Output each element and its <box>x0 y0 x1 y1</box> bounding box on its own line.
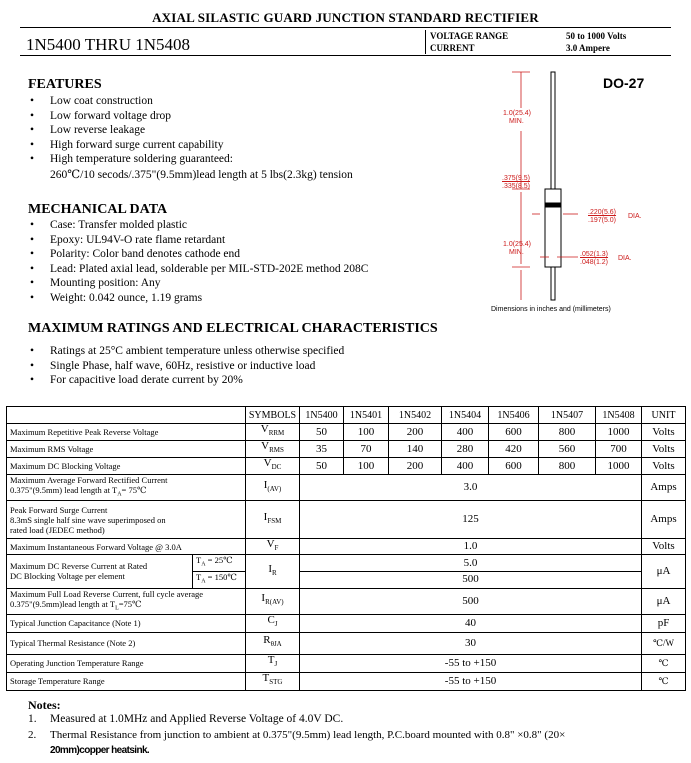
value-cell: 400 <box>442 424 489 441</box>
symbol: I <box>263 478 268 491</box>
symbol: I <box>263 510 268 523</box>
column-header: UNIT <box>642 407 686 424</box>
symbol: C <box>267 614 275 627</box>
note-number: 2. <box>28 729 37 741</box>
column-header: 1N5407 <box>539 407 596 424</box>
unit-cell: Amps <box>642 501 686 539</box>
value-cell: 800 <box>539 424 596 441</box>
ratings-list <box>28 344 344 388</box>
label-part: = 75℃ <box>121 485 147 496</box>
value-cell: 125 <box>300 501 642 539</box>
value-cell: -55 to +150 <box>300 672 642 690</box>
cond-part: = 25℃ <box>205 555 233 566</box>
column-header: SYMBOLS <box>246 407 300 424</box>
body-length <box>502 175 530 191</box>
symbol-cell <box>246 441 300 458</box>
symbol-sub: RRM <box>268 429 285 438</box>
value-cell: 600 <box>489 424 539 441</box>
symbol-sub: θJA <box>270 640 282 649</box>
symbol-cell <box>246 588 300 614</box>
condition-cell <box>193 555 246 572</box>
column-header: 1N5408 <box>596 407 642 424</box>
param-label: Maximum Instantaneous Forward Voltage @ 3.0A <box>7 539 246 555</box>
note-1 <box>28 713 343 725</box>
voltage-range-value: 50 to 1000 Volts <box>566 31 627 41</box>
package-name: DO-27 <box>603 75 645 91</box>
symbol-cell <box>246 424 300 441</box>
cond-part: = 150℃ <box>205 571 237 582</box>
condition-cell <box>193 571 246 588</box>
param-label: Maximum Repetitive Peak Reverse Voltage <box>7 424 246 441</box>
param-label: Maximum RMS Voltage <box>7 441 246 458</box>
dim-label: 1.0(25.4) <box>503 241 532 248</box>
body-diameter <box>588 209 616 225</box>
param-label <box>7 555 193 588</box>
symbol: T <box>267 654 275 667</box>
param-label-line <box>10 599 245 614</box>
part-number-range: 1N5400 THRU 1N5408 <box>26 35 191 54</box>
header-divider <box>425 30 426 54</box>
unit-cell: Volts <box>642 441 686 458</box>
value-cell: 560 <box>539 441 596 458</box>
note-text: Thermal Resistance from junction to ambient at 0.375"(9.5mm) lead length, P.C.board mounted with 0.8" ×0.8" (20× <box>50 729 566 741</box>
param-label-line: rated load (JEDEC method) <box>10 524 105 535</box>
symbol-sub: R <box>272 568 277 577</box>
unit-cell: ℃/W <box>642 632 686 654</box>
unit-cell: μA <box>642 588 686 614</box>
table-row <box>7 555 686 572</box>
value-cell: 100 <box>344 458 389 475</box>
value-cell: 50 <box>300 458 344 475</box>
ratings-heading: MAXIMUM RATINGS AND ELECTRICAL CHARACTERISTICS <box>28 321 438 336</box>
param-label <box>7 475 246 501</box>
symbol-cell <box>246 501 300 539</box>
mechanical-list <box>28 218 368 306</box>
symbol: V <box>266 538 275 550</box>
symbol-sub: R(AV) <box>265 598 284 607</box>
value-cell: 280 <box>442 441 489 458</box>
param-label-line: 8.3mS single half sine wave superimposed on <box>10 514 166 525</box>
symbol-sub: RMS <box>269 446 284 455</box>
diode-body <box>545 189 561 267</box>
symbol: V <box>263 457 272 470</box>
param-label: Storage Temperature Range <box>7 672 246 690</box>
value-cell: 600 <box>489 458 539 475</box>
rating-note: • Ratings at 25°C ambient temperature unless otherwise specified <box>28 344 344 359</box>
lead-top-length <box>503 110 531 126</box>
dim-label: .220(5.6) <box>588 209 617 216</box>
column-header: 1N5404 <box>442 407 489 424</box>
table-row <box>7 672 686 690</box>
unit-cell: Volts <box>642 539 686 555</box>
lead-dia-label: DIA. <box>618 255 632 262</box>
current-label: CURRENT <box>430 43 475 53</box>
value-cell: 3.0 <box>300 475 642 501</box>
notes-heading: Notes: <box>28 698 61 712</box>
dim-label: .052(1.3) <box>580 251 609 258</box>
column-header: 1N5401 <box>344 407 389 424</box>
table-row <box>7 475 686 501</box>
mechanical-item: • Weight: 0.042 ounce, 1.19 grams <box>28 291 368 306</box>
value-cell: 200 <box>389 458 442 475</box>
table-row <box>7 654 686 672</box>
table-row <box>7 539 686 555</box>
table-row <box>7 458 686 475</box>
param-label: Typical Junction Capacitance (Note 1) <box>7 614 246 632</box>
feature-item: • Low forward voltage drop <box>28 109 353 124</box>
feature-item: • High forward surge current capability <box>28 138 353 153</box>
symbol-sub: FSM <box>267 517 282 526</box>
unit-cell: ℃ <box>642 672 686 690</box>
param-label: Typical Thermal Resistance (Note 2) <box>7 632 246 654</box>
feature-item: • Low reverse leakage <box>28 123 353 138</box>
lead-diameter <box>580 251 608 267</box>
header-bottom-rule <box>20 55 671 56</box>
table-row <box>7 441 686 458</box>
lead-bottom-length <box>503 241 531 257</box>
table-row <box>7 632 686 654</box>
symbol-cell <box>246 632 300 654</box>
rating-note: • For capacitive load derate current by 20% <box>28 373 344 388</box>
document-title: AXIAL SILASTIC GUARD JUNCTION STANDARD RECTIFIER <box>152 10 539 25</box>
value-cell: 700 <box>596 441 642 458</box>
symbol-sub: J <box>274 660 278 669</box>
param-label: Maximum DC Blocking Voltage <box>7 458 246 475</box>
label-part: 0.375"(9.5mm) lead length at T <box>10 485 118 496</box>
column-header: 1N5402 <box>389 407 442 424</box>
param-label-line: Maximum DC Reverse Current at Rated <box>10 561 148 572</box>
unit-cell: Volts <box>642 458 686 475</box>
note-2 <box>28 729 565 741</box>
value-cell: 1.0 <box>300 539 642 555</box>
dim-label: MIN. <box>509 249 524 256</box>
table-row <box>7 614 686 632</box>
symbol-cell <box>246 614 300 632</box>
param-label: Operating Junction Temperature Range <box>7 654 246 672</box>
symbol-cell <box>246 555 300 588</box>
mechanical-item: • Mounting position: Any <box>28 276 368 291</box>
mechanical-item: • Epoxy: UL94V-O rate flame retardant <box>28 233 368 248</box>
cond-sub: A <box>201 578 206 585</box>
symbol-sub: DC <box>271 463 282 472</box>
features-heading: FEATURES <box>28 77 102 92</box>
note-2-continuation: 20mm)copper heatsink. <box>50 745 150 756</box>
symbol-cell <box>246 475 300 501</box>
symbol: V <box>260 423 269 436</box>
symbol-cell <box>246 458 300 475</box>
symbol: I <box>261 592 266 605</box>
unit-cell: Amps <box>642 475 686 501</box>
dim-label: MIN. <box>509 118 524 125</box>
symbol: R <box>263 634 271 647</box>
symbol: V <box>261 440 270 453</box>
value-cell: 100 <box>344 424 389 441</box>
table-header-blank <box>7 407 246 424</box>
value-cell: 40 <box>300 614 642 632</box>
header-top-rule <box>20 27 671 28</box>
symbol-sub: J <box>274 620 278 629</box>
symbol: T <box>262 672 270 685</box>
value-cell: 70 <box>344 441 389 458</box>
value-cell: 200 <box>389 424 442 441</box>
cathode-band <box>545 203 561 207</box>
unit-cell: μA <box>642 555 686 588</box>
value-cell: 500 <box>300 588 642 614</box>
current-value: 3.0 Ampere <box>566 43 610 53</box>
unit-cell: ℃ <box>642 654 686 672</box>
unit-cell: pF <box>642 614 686 632</box>
param-label-line <box>10 485 245 500</box>
lead-top <box>551 72 555 189</box>
value-cell: 5.0 <box>300 555 642 572</box>
dim-label: .375(9.5) <box>502 175 531 182</box>
value-cell: 1000 <box>596 458 642 475</box>
dimension-note: Dimensions in inches and (millimeters) <box>491 306 611 313</box>
note-text: Measured at 1.0MHz and Applied Reverse Voltage of 4.0V DC. <box>50 713 344 725</box>
param-label-line: DC Blocking Voltage per element <box>10 571 125 582</box>
label-sub: A <box>117 491 122 498</box>
dim-label: 1.0(25.4) <box>503 110 532 117</box>
value-cell: 500 <box>300 571 642 588</box>
body-dia-label: DIA. <box>628 213 642 220</box>
unit-cell: Volts <box>642 424 686 441</box>
cond-part: T <box>196 555 202 566</box>
feature-continuation: 260℃/10 secods/.375"(9.5mm)lead length at 5 lbs(2.3kg) tension <box>50 168 353 181</box>
symbol-sub: STG <box>269 678 283 687</box>
label-part: =75℃ <box>118 598 142 609</box>
column-header: 1N5400 <box>300 407 344 424</box>
column-header: 1N5406 <box>489 407 539 424</box>
voltage-range-label: VOLTAGE RANGE <box>430 31 509 41</box>
symbol: I <box>268 562 272 575</box>
table-row <box>7 588 686 614</box>
mechanical-item: • Polarity: Color band denotes cathode end <box>28 247 368 262</box>
mechanical-heading: MECHANICAL DATA <box>28 202 168 217</box>
cond-part: T <box>196 571 202 582</box>
dim-label: .197(5.0) <box>588 217 617 224</box>
dim-label: .335(8.5) <box>502 183 531 190</box>
symbol-cell <box>246 654 300 672</box>
table-row <box>7 501 686 539</box>
param-label-line: Maximum Average Forward Rectified Current <box>10 475 168 486</box>
mechanical-item: • Lead: Plated axial lead, solderable per MIL-STD-202E method 208C <box>28 262 368 277</box>
param-label-line: Peak Forward Surge Current <box>10 504 108 515</box>
param-label <box>7 588 246 614</box>
table-header-row <box>7 407 686 424</box>
rating-note: • Single Phase, half wave, 60Hz, resistive or inductive load <box>28 359 344 374</box>
symbol-sub: (AV) <box>267 485 282 494</box>
dim-label: .048(1.2) <box>580 259 609 266</box>
value-cell: 400 <box>442 458 489 475</box>
value-cell: -55 to +150 <box>300 654 642 672</box>
label-part: 0.375"(9.5mm)lead length at T <box>10 598 116 609</box>
feature-item: • High temperature soldering guaranteed: <box>28 152 353 167</box>
symbol-cell <box>246 672 300 690</box>
value-cell: 50 <box>300 424 344 441</box>
symbol-sub: F <box>274 544 279 553</box>
note-number: 1. <box>28 713 37 725</box>
value-cell: 420 <box>489 441 539 458</box>
value-cell: 35 <box>300 441 344 458</box>
symbol-cell <box>246 539 300 555</box>
ratings-table <box>6 406 686 691</box>
features-list <box>28 94 353 183</box>
value-cell: 140 <box>389 441 442 458</box>
feature-item: • Low coat construction <box>28 94 353 109</box>
cond-sub: A <box>201 561 206 568</box>
value-cell: 30 <box>300 632 642 654</box>
param-label <box>7 501 246 539</box>
value-cell: 800 <box>539 458 596 475</box>
table-row <box>7 424 686 441</box>
param-label-line: Maximum Full Load Reverse Current, full cycle average <box>10 588 204 599</box>
mechanical-item: • Case: Transfer molded plastic <box>28 218 368 233</box>
label-sub: L <box>115 605 119 612</box>
lead-bottom <box>551 267 555 300</box>
value-cell: 1000 <box>596 424 642 441</box>
